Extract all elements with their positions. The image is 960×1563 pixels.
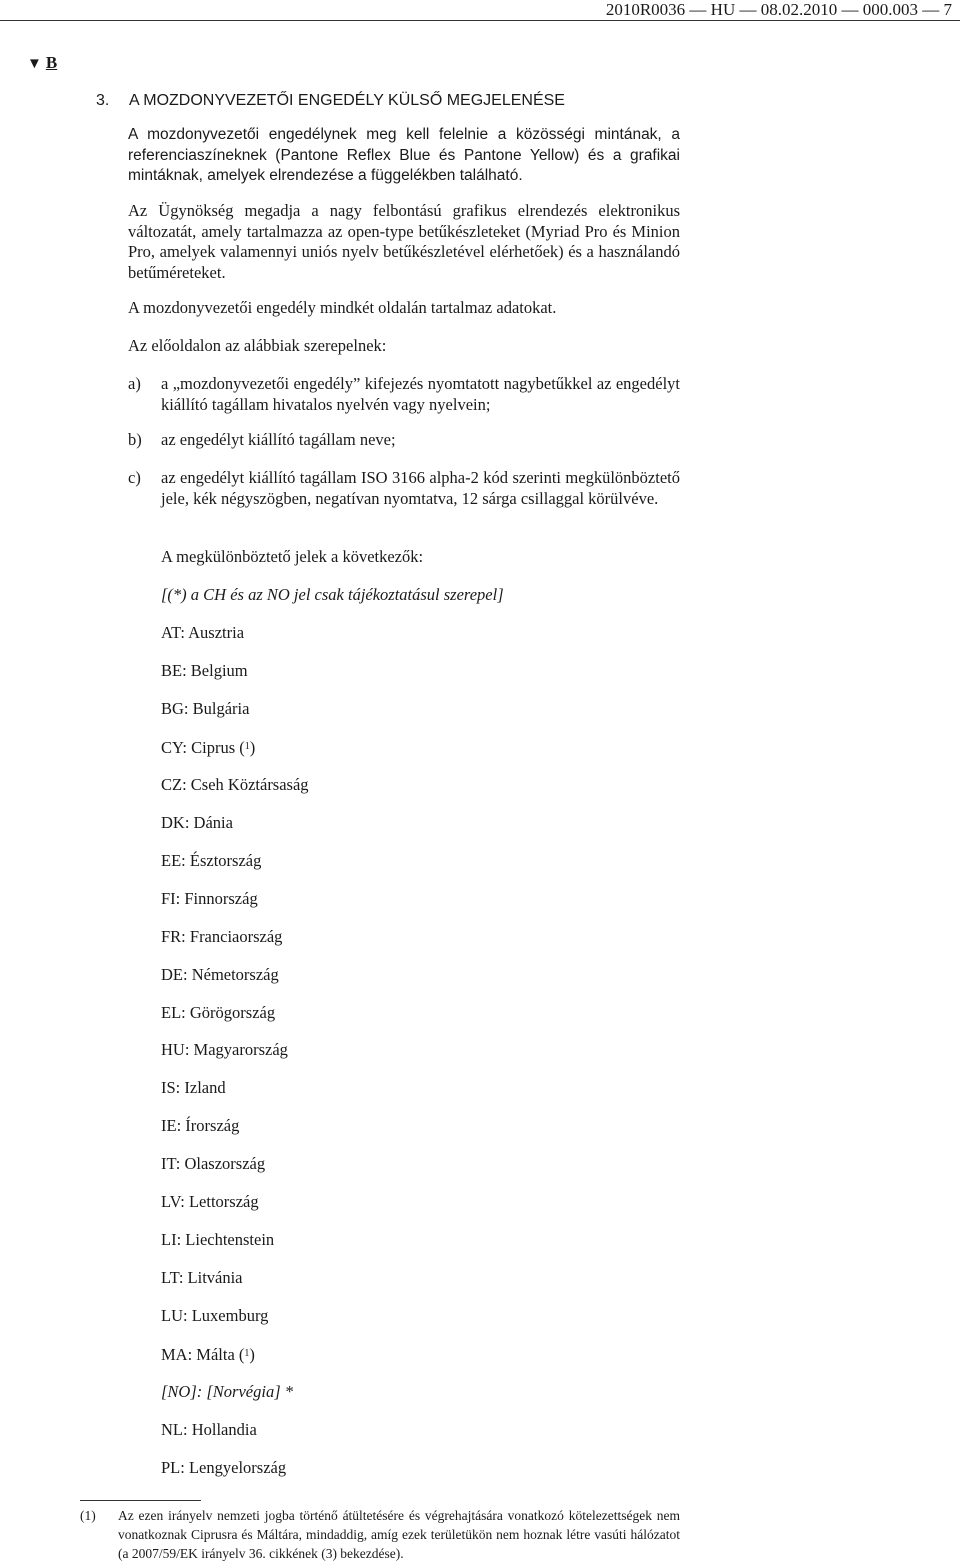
country-item	[161, 1382, 293, 1402]
country-item	[161, 965, 279, 985]
triangle-down-icon: ▼	[27, 56, 42, 72]
country-item	[161, 889, 258, 909]
country-text: IT: Olaszország	[161, 1154, 266, 1174]
signs-note: [(*) a CH és az NO jel csak tájékoztatásul szerepel]	[161, 585, 504, 604]
country-item	[161, 1003, 275, 1023]
country-item	[161, 851, 261, 871]
paragraph: A mozdonyvezetői engedély mindkét oldalán tartalmaz adatokat.	[128, 298, 557, 317]
footnote-ref: 1	[244, 740, 250, 752]
country-item	[161, 1458, 286, 1478]
country-text: LV: Lettország	[161, 1192, 259, 1212]
closing-paren: )	[249, 1345, 255, 1365]
list-text: a „mozdonyvezetői engedély” kifejezés nyomtatott nagybetűkkel az engedélyt kiállító tagállam hivatalos nyelvén vagy nyelvein;	[161, 374, 680, 414]
country-item	[161, 1192, 259, 1212]
country-text: HU: Magyarország	[161, 1040, 288, 1060]
country-text: LU: Luxemburg	[161, 1306, 269, 1326]
footnote-marker: (1)	[80, 1508, 96, 1523]
country-text: MA: Málta (	[161, 1345, 245, 1365]
list-label: c)	[128, 468, 141, 487]
country-item	[161, 623, 244, 643]
country-text: BG: Bulgária	[161, 698, 250, 718]
footnote-ref: 1	[244, 1348, 250, 1360]
country-text: DE: Németország	[161, 964, 279, 984]
list-label: b)	[128, 430, 142, 449]
country-text: AT: Ausztria	[161, 623, 245, 642]
paragraph: A mozdonyvezetői engedélynek meg kell felelnie a közösségi mintának, a referenciaszíneknek (Pantone Reflex Blue és Pantone Yellow) és a grafikai mintáknak, amelyek elrendezése a függelékben található.	[128, 126, 680, 184]
country-item	[161, 775, 309, 795]
country-item	[161, 1420, 257, 1440]
amendment-code: B	[45, 53, 58, 72]
country-item	[161, 1078, 226, 1098]
country-item	[161, 1268, 243, 1288]
list-text: az engedélyt kiállító tagállam ISO 3166 alpha-2 kód szerinti megkülönböztető jele, kék négyszögben, negatívan nyomtatva, 12 sárga csillaggal körülvéve.	[161, 468, 680, 508]
country-item	[161, 1344, 255, 1365]
country-text: PL: Lengyelország	[161, 1457, 287, 1477]
footnote-text: Az ezen irányelv nemzeti jogba történő átültetésére és végrehajtására vonatkozó kötelezettségek nem vonatkoznak Ciprusra és Máltára, mindaddig, amíg ezek területükön nem hoznak létre vasúti hálózatot (a 2007/59/EK irányelv 36. cikkének (3) bekezdése).	[118, 1508, 680, 1561]
country-text: LT: Litvánia	[161, 1268, 243, 1288]
closing-paren: )	[249, 737, 256, 757]
country-text: FI: Finnország	[161, 888, 258, 908]
country-text: EL: Görögország	[161, 1002, 276, 1022]
country-text: NL: Hollandia	[161, 1419, 257, 1439]
country-text: DK: Dánia	[161, 812, 233, 832]
country-item	[161, 737, 255, 758]
country-text: CY: Ciprus (	[161, 737, 245, 757]
header-rule	[0, 20, 960, 21]
footnote-rule	[80, 1500, 201, 1501]
country-item	[161, 1306, 268, 1326]
paragraph: Az előoldalon az alábbiak szerepelnek:	[128, 336, 387, 355]
country-text: LI: Liechtenstein	[161, 1230, 275, 1250]
country-text: BE: Belgium	[161, 660, 248, 680]
amendment-marker	[27, 53, 57, 74]
country-item	[161, 1230, 274, 1250]
signs-intro: A megkülönböztető jelek a következők:	[161, 547, 424, 566]
list-label: a)	[128, 374, 141, 393]
section-number: 3.	[96, 92, 110, 109]
country-text: EE: Észtország	[161, 850, 262, 870]
country-item	[161, 1040, 288, 1060]
country-item	[161, 661, 248, 681]
country-text: IE: Írország	[161, 1116, 240, 1136]
country-item	[161, 1116, 239, 1136]
country-text: [NO]: [Norvégia] *	[161, 1382, 294, 1401]
country-item	[161, 813, 233, 833]
country-item	[161, 927, 282, 947]
paragraph: Az Ügynökség megadja a nagy felbontású grafikus elrendezés elektronikus változatát, amely tartalmazza az open-type betűkészleteket (Myriad Pro és Minion Pro, amelyek valamennyi uniós nyelv betűkészletével elérhetőek) és a használandó betűméreteket.	[128, 201, 680, 282]
country-text: FR: Franciaország	[161, 926, 283, 946]
country-text: CZ: Cseh Köztársaság	[161, 774, 309, 794]
document-header: 2010R0036 — HU — 08.02.2010 — 000.003 — 7	[605, 0, 952, 19]
list-text: az engedélyt kiállító tagállam neve;	[161, 430, 396, 449]
section-title: A MOZDONYVEZETŐI ENGEDÉLY KÜLSŐ MEGJELENÉSE	[129, 92, 565, 109]
country-item	[161, 699, 249, 719]
country-item	[161, 1154, 265, 1174]
country-text: IS: Izland	[161, 1078, 226, 1098]
section-heading	[96, 91, 565, 111]
